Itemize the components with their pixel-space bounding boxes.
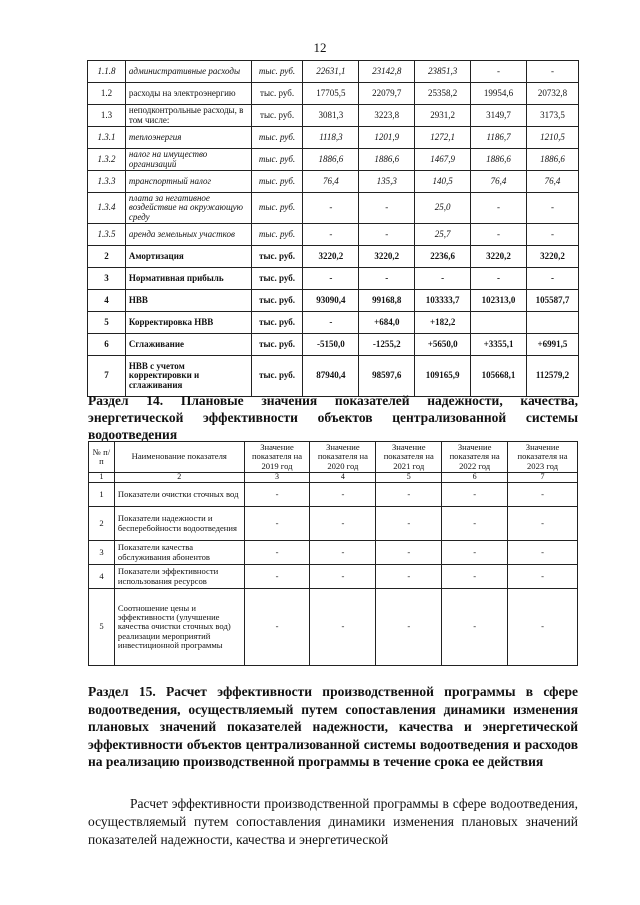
row-number: 1.2 [88,83,126,105]
value-cell: - [471,61,527,83]
value-cell: - [527,268,579,290]
index-cell: 1 [89,473,115,483]
value-cell: - [359,268,415,290]
header-cell: Значение показателя на 2020 год [310,442,376,473]
row-number: 2 [88,246,126,268]
value-cell: - [310,507,376,541]
row-name: расходы на электроэнергию [125,83,251,105]
table-row [89,541,578,565]
table-row [88,171,579,193]
table-row [88,149,579,171]
value-cell: - [310,589,376,666]
value-cell: 20732,8 [527,83,579,105]
row-number: 4 [88,290,126,312]
value-cell: - [376,565,442,589]
table-row [89,483,578,507]
value-cell [527,312,579,334]
value-cell: 1210,5 [527,127,579,149]
table-row [88,224,579,246]
table-row [88,61,579,83]
value-cell: 1201,9 [359,127,415,149]
value-cell: +3355,1 [471,334,527,356]
value-cell: 1467,9 [415,149,471,171]
row-unit: тыс. руб. [251,127,303,149]
value-cell: 3173,5 [527,105,579,127]
value-cell: +5650,0 [415,334,471,356]
value-cell: 3220,2 [359,246,415,268]
value-cell: - [415,268,471,290]
value-cell: +6991,5 [527,334,579,356]
value-cell: - [376,483,442,507]
value-cell: 105587,7 [527,290,579,312]
value-cell: 23142,8 [359,61,415,83]
value-cell: 25,0 [415,193,471,224]
row-name: Показатели эффективности использования ресурсов [114,565,244,589]
row-unit: тыс. руб. [251,105,303,127]
value-cell: 76,4 [303,171,359,193]
financial-table [87,60,579,397]
index-cell: 2 [114,473,244,483]
value-cell [471,312,527,334]
value-cell: - [442,565,508,589]
section-15-heading: Раздел 15. Расчет эффективности производственной программы в сфере водоотведения, осуществляемый путем сопоставления динамики изменения плановых значений показателей надежности, качества и энергетической эффективности объектов централизованной системы водоотведения и расходов на реализацию производственной программы в течение срока ее действия [88,684,578,769]
row-unit: тыс. руб. [251,268,303,290]
row-name: НВВ [125,290,251,312]
value-cell: 76,4 [471,171,527,193]
row-unit: тыс. руб. [251,83,303,105]
value-cell: 93090,4 [303,290,359,312]
index-cell: 6 [442,473,508,483]
value-cell: - [508,541,578,565]
row-unit: тыс. руб. [251,334,303,356]
value-cell: 22079,7 [359,83,415,105]
value-cell: +182,2 [415,312,471,334]
row-unit: тыс. руб. [251,224,303,246]
row-number: 3 [89,541,115,565]
value-cell: - [303,193,359,224]
value-cell: - [471,224,527,246]
table-row [88,356,579,397]
value-cell: - [471,268,527,290]
row-unit: тыс. руб. [251,290,303,312]
row-number: 1.3.1 [88,127,126,149]
value-cell: - [376,507,442,541]
value-cell: 99168,8 [359,290,415,312]
row-number: 2 [89,507,115,541]
header-row [89,442,578,473]
value-cell: - [303,224,359,246]
table-row [88,246,579,268]
value-cell: - [310,483,376,507]
row-number: 1.3.5 [88,224,126,246]
value-cell: 76,4 [527,171,579,193]
row-name: Показатели надежности и бесперебойности водоотведения [114,507,244,541]
value-cell: - [442,589,508,666]
value-cell: 109165,9 [415,356,471,397]
row-number: 1.1.8 [88,61,126,83]
row-unit: тыс. руб. [251,61,303,83]
value-cell: - [244,541,310,565]
value-cell: 1886,6 [359,149,415,171]
row-name: Показатели очистки сточных вод [114,483,244,507]
index-cell: 4 [310,473,376,483]
row-name: плата за негативное воздействие на окружающую среду [125,193,251,224]
row-name: Сглаживание [125,334,251,356]
row-number: 5 [89,589,115,666]
row-unit: тыс. руб. [251,171,303,193]
row-number: 3 [88,268,126,290]
value-cell: 3220,2 [527,246,579,268]
value-cell: - [244,565,310,589]
row-number: 1.3.2 [88,149,126,171]
row-name: административные расходы [125,61,251,83]
value-cell: 98597,6 [359,356,415,397]
table-row [88,105,579,127]
row-name: транспортный налог [125,171,251,193]
header-cell: Значение показателя на 2023 год [508,442,578,473]
table-row [88,268,579,290]
index-cell: 5 [376,473,442,483]
page-number: 12 [313,40,327,55]
row-name: Показатели качества обслуживания абонентов [114,541,244,565]
value-cell: 140,5 [415,171,471,193]
row-number: 1.3.3 [88,171,126,193]
row-number: 5 [88,312,126,334]
section-15-paragraph: Расчет эффективности производственной программы в сфере водоотведения, осуществляемый путем сопоставления динамики изменения плановых значений показателей надежности, качества и энергетической [88,796,578,847]
table-row [88,83,579,105]
value-cell: 22631,1 [303,61,359,83]
value-cell: - [244,507,310,541]
value-cell: 105668,1 [471,356,527,397]
value-cell: 3081,3 [303,105,359,127]
row-unit: тыс. руб. [251,193,303,224]
value-cell: - [359,193,415,224]
value-cell: 3220,2 [471,246,527,268]
value-cell: - [376,589,442,666]
value-cell: 25,7 [415,224,471,246]
value-cell: 1186,7 [471,127,527,149]
header-cell: Значение показателя на 2019 год [244,442,310,473]
row-name: Корректировка НВВ [125,312,251,334]
value-cell: 1886,6 [471,149,527,171]
value-cell: - [303,268,359,290]
row-number: 7 [88,356,126,397]
value-cell: - [244,589,310,666]
row-name: Соотношение цены и эффективности (улучшение качества очистки сточных вод) реализации мероприятий инвестиционной программы [114,589,244,666]
table-row [89,589,578,666]
value-cell: +684,0 [359,312,415,334]
header-cell: Наименование показателя [114,442,244,473]
value-cell: - [310,541,376,565]
value-cell: 87940,4 [303,356,359,397]
value-cell: - [527,193,579,224]
table-row [88,312,579,334]
value-cell: - [508,507,578,541]
row-name: теплоэнергия [125,127,251,149]
indicators-table [88,441,578,666]
value-cell: 112579,2 [527,356,579,397]
row-unit: тыс. руб. [251,312,303,334]
value-cell: - [442,507,508,541]
row-number: 1.3 [88,105,126,127]
value-cell: 17705,5 [303,83,359,105]
value-cell: - [376,541,442,565]
table-row [88,127,579,149]
row-unit: тыс. руб. [251,246,303,268]
value-cell: -5150,0 [303,334,359,356]
value-cell: 25358,2 [415,83,471,105]
row-unit: тыс. руб. [251,356,303,397]
row-name: налог на имущество организаций [125,149,251,171]
value-cell: 1118,3 [303,127,359,149]
value-cell: 103333,7 [415,290,471,312]
row-name: Амортизация [125,246,251,268]
value-cell: - [471,193,527,224]
value-cell: - [508,565,578,589]
table-row [89,565,578,589]
value-cell: 1886,6 [303,149,359,171]
value-cell: 3223,8 [359,105,415,127]
value-cell: 3220,2 [303,246,359,268]
index-cell: 7 [508,473,578,483]
index-cell: 3 [244,473,310,483]
row-number: 1 [89,483,115,507]
value-cell: - [244,483,310,507]
value-cell: - [310,565,376,589]
header-cell: Значение показателя на 2022 год [442,442,508,473]
value-cell: -1255,2 [359,334,415,356]
index-row [89,473,578,483]
value-cell: - [442,541,508,565]
value-cell: - [442,483,508,507]
row-number: 6 [88,334,126,356]
value-cell: - [359,224,415,246]
row-number: 4 [89,565,115,589]
value-cell: 19954,6 [471,83,527,105]
value-cell: 23851,3 [415,61,471,83]
row-name: НВВ с учетом корректировки и сглаживания [125,356,251,397]
table-row [88,290,579,312]
row-name: аренда земельных участков [125,224,251,246]
row-name: Нормативная прибыль [125,268,251,290]
header-cell: Значение показателя на 2021 год [376,442,442,473]
value-cell: - [303,312,359,334]
value-cell: - [527,61,579,83]
value-cell: 135,3 [359,171,415,193]
row-name: неподконтрольные расходы, в том числе: [125,105,251,127]
value-cell: - [508,483,578,507]
table-row [89,507,578,541]
table-row [88,193,579,224]
value-cell: 3149,7 [471,105,527,127]
value-cell: 2931,2 [415,105,471,127]
row-number: 1.3.4 [88,193,126,224]
section-14-heading: Раздел 14. Плановые значения показателей надежности, качества, энергетической эффективности объектов централизованной системы водоотведения [88,393,578,442]
value-cell: 1886,6 [527,149,579,171]
header-cell: № п/п [89,442,115,473]
value-cell: 102313,0 [471,290,527,312]
row-unit: тыс. руб. [251,149,303,171]
value-cell: 1272,1 [415,127,471,149]
value-cell: - [508,589,578,666]
value-cell: 2236,6 [415,246,471,268]
value-cell: - [527,224,579,246]
table-row [88,334,579,356]
